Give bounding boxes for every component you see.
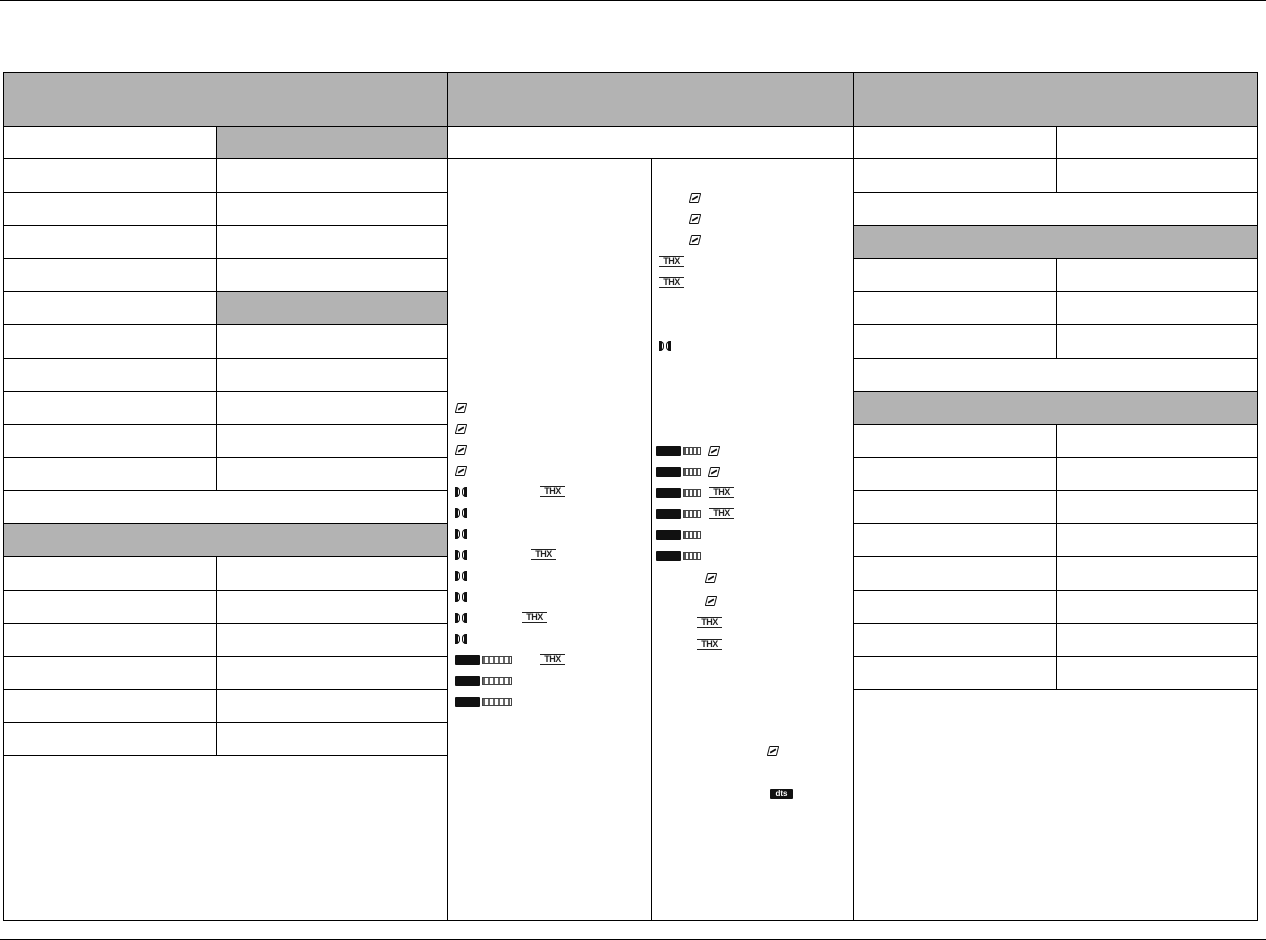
- srs-logo-icon: [705, 573, 717, 583]
- table-grid-line: [3, 755, 448, 756]
- srs-logo-icon: [455, 403, 467, 413]
- header-fill: [216, 291, 447, 324]
- dts-es-logo-icon: [656, 446, 702, 456]
- thx-logo-icon: THX: [697, 639, 722, 650]
- table-grid-line: [3, 523, 448, 524]
- header-fill: [853, 391, 1257, 424]
- table-grid-line: [3, 72, 1258, 73]
- srs-logo-icon: [455, 466, 467, 476]
- header-fill: [3, 72, 1257, 126]
- thx-logo-icon: THX: [531, 549, 556, 560]
- table-grid-line: [3, 391, 448, 392]
- thx-logo-icon: THX: [540, 654, 565, 665]
- dts-neo6-logo-icon: [455, 676, 513, 686]
- table-grid-line: [1056, 258, 1057, 359]
- table-grid-line: [3, 258, 448, 259]
- table-grid-line: [3, 291, 448, 292]
- srs-logo-icon: [767, 746, 779, 756]
- dolby-digital-logo-icon: [455, 592, 469, 602]
- dts-es-logo-icon: [656, 488, 702, 498]
- srs-logo-icon: [455, 445, 467, 455]
- table-grid-line: [3, 126, 1258, 127]
- table-grid-line: [1056, 424, 1057, 690]
- dolby-digital-logo-icon: [455, 529, 469, 539]
- table-grid-line: [3, 490, 448, 491]
- dolby-digital-logo-icon: [455, 571, 469, 581]
- table-grid-line: [3, 158, 448, 159]
- dolby-digital-logo-icon: [455, 508, 469, 518]
- table-grid-line: [3, 192, 448, 193]
- table-grid-line: [1257, 72, 1258, 921]
- table-grid-line: [216, 126, 217, 491]
- header-fill: [853, 225, 1257, 258]
- thx-logo-icon: THX: [659, 277, 684, 288]
- table-grid-line: [651, 158, 652, 921]
- srs-logo-icon: [708, 446, 720, 456]
- dolby-digital-logo-icon: [455, 613, 469, 623]
- dts-logo-icon: dts: [770, 789, 793, 799]
- header-fill: [216, 126, 447, 158]
- table-grid-line: [447, 72, 448, 921]
- table-grid-line: [3, 656, 448, 657]
- srs-logo-icon: [689, 214, 701, 224]
- dolby-digital-logo-icon: [455, 634, 469, 644]
- table-grid-line: [1056, 126, 1057, 193]
- table-grid-line: [3, 324, 448, 325]
- table-grid-line: [3, 722, 448, 723]
- table-grid-line: [3, 457, 448, 458]
- table-grid-line: [3, 920, 1258, 921]
- table-grid-line: [3, 556, 448, 557]
- srs-logo-icon: [455, 424, 467, 434]
- dolby-digital-logo-icon: [659, 341, 673, 351]
- table-grid-line: [3, 72, 4, 921]
- table-grid-line: [3, 689, 448, 690]
- thx-logo-icon: THX: [709, 487, 734, 498]
- header-fill: [3, 523, 447, 556]
- table-grid-line: [3, 590, 448, 591]
- srs-logo-icon: [689, 235, 701, 245]
- srs-logo-icon: [708, 467, 720, 477]
- dts-es-logo-icon: [656, 530, 702, 540]
- thx-logo-icon: THX: [709, 508, 734, 519]
- table-grid-line: [3, 623, 448, 624]
- dolby-digital-logo-icon: [455, 550, 469, 560]
- table-grid-line: [853, 391, 1258, 392]
- dts-es-logo-icon: [656, 467, 702, 477]
- dts-neo6-logo-icon: [455, 655, 513, 665]
- thx-logo-icon: THX: [659, 256, 684, 267]
- table-grid-line: [216, 556, 217, 756]
- table-grid-line: [853, 225, 1258, 226]
- dts-neo6-logo-icon: [455, 697, 513, 707]
- thx-logo-icon: THX: [697, 617, 722, 628]
- srs-logo-icon: [705, 596, 717, 606]
- thx-logo-icon: THX: [540, 486, 565, 497]
- dts-es-logo-icon: [656, 551, 702, 561]
- dts-es-logo-icon: [656, 509, 702, 519]
- table-grid-line: [3, 424, 448, 425]
- thx-logo-icon: THX: [522, 612, 547, 623]
- dolby-digital-logo-icon: [455, 487, 469, 497]
- table-grid-line: [3, 358, 448, 359]
- table-grid-line: [3, 225, 448, 226]
- table-grid-line: [853, 72, 854, 921]
- srs-logo-icon: [689, 193, 701, 203]
